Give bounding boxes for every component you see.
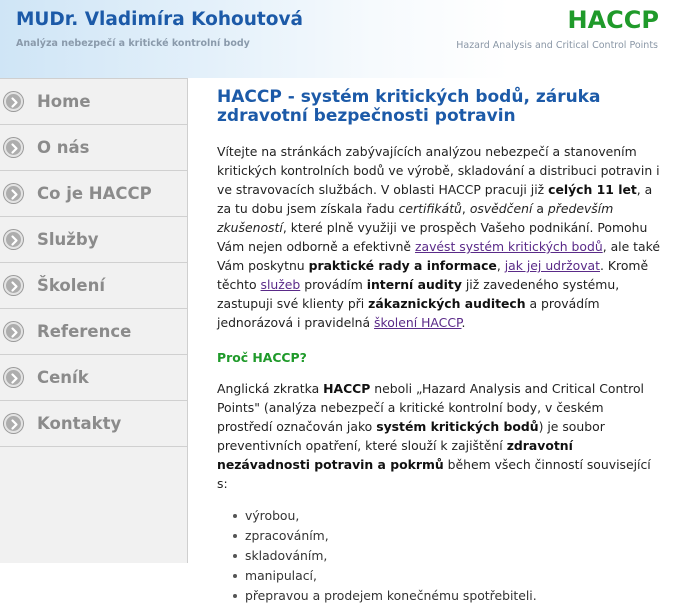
intro-italic: především zkušeností [217, 201, 614, 235]
why-text: během všech činností související s: [217, 457, 651, 491]
site-title[interactable]: MUDr. Vladimíra Kohoutová [16, 9, 304, 30]
nav-label: Reference [37, 322, 132, 341]
list-item: přepravou a prodejem konečnému spotřebiteli. [245, 586, 662, 606]
link-jak-udrzovat[interactable]: jak jej udržovat [504, 258, 600, 273]
intro-text: , [496, 258, 505, 273]
nav-item-skoleni[interactable] [0, 263, 187, 309]
nav-label: Home [37, 92, 91, 111]
brand-logo-text: HACCP [567, 6, 659, 34]
chevron-right-circle-icon [4, 368, 23, 387]
intro-text: . Kromě těchto [217, 258, 649, 292]
nav-label: Školení [37, 276, 105, 295]
link-skoleni-haccp[interactable]: školení HACCP [374, 315, 462, 330]
intro-text: , [461, 201, 470, 216]
list-item: skladováním, [245, 546, 662, 566]
nav-item-kontakty[interactable] [0, 401, 187, 447]
nav-item-o-nas[interactable] [0, 125, 187, 171]
intro-italic: osvědčení [469, 201, 533, 216]
intro-bold: interní audity [366, 277, 462, 292]
nav-item-co-je-haccp[interactable] [0, 171, 187, 217]
list-item: výrobou, [245, 506, 662, 526]
list-item: zpracováním, [245, 526, 662, 546]
intro-text: , které plně využiji ve prospěch Vašeho podnikání. Pomohu Vám nejen odborně a efektivně [217, 220, 648, 254]
link-sluzeb[interactable]: služeb [260, 277, 301, 292]
chevron-right-circle-icon [4, 322, 23, 341]
activities-list [245, 506, 662, 606]
nav-item-cenik[interactable] [0, 355, 187, 401]
why-text: neboli „Hazard Analysis and Critical Control Points" (analýza nebezpečí a kritické kontrolní body, v českém prostředí označován jako [217, 381, 644, 434]
intro-text: provádím [300, 277, 367, 292]
chevron-right-circle-icon [4, 138, 23, 157]
intro-text: , a za tu dobu jsem získala řadu [217, 182, 653, 216]
nav-label: Ceník [37, 368, 89, 387]
intro-bold: zákaznických auditech [368, 296, 526, 311]
site-subtitle: Analýza nebezpečí a kritické kontrolní body [16, 38, 250, 49]
nav-label: Kontakty [37, 414, 122, 433]
intro-text: . [461, 315, 466, 330]
why-text: ) je soubor preventivních opatření, které slouží k zajištění [217, 419, 605, 453]
main-content [217, 88, 662, 606]
intro-text: a provádím jednorázová i pravidelná [217, 296, 600, 330]
why-bold: HACCP [323, 381, 371, 396]
chevron-right-circle-icon [4, 414, 23, 433]
nav-label: Co je HACCP [37, 184, 152, 203]
list-item: manipulací, [245, 566, 662, 586]
why-bold: zdravotní nezávadnosti potravin a pokrmů [217, 438, 573, 472]
chevron-right-circle-icon [4, 184, 23, 203]
intro-paragraph [217, 142, 662, 332]
intro-text: , ale také Vám poskytnu [217, 239, 660, 273]
intro-text: již zavedeného systému, zastupuji své klienty při [217, 277, 620, 311]
nav-item-sluzby[interactable] [0, 217, 187, 263]
why-bold: systém kritických bodů [376, 419, 539, 434]
why-text: Anglická zkratka [217, 381, 324, 396]
chevron-right-circle-icon [4, 230, 23, 249]
intro-bold: praktické rady a informace [308, 258, 497, 273]
header [0, 0, 680, 78]
page-title: HACCP - systém kritických bodů, záruka zdravotní bezpečnosti potravin [217, 87, 601, 126]
brand-subtitle: Hazard Analysis and Critical Control Points [456, 40, 658, 51]
nav-item-home[interactable] [0, 79, 187, 125]
intro-text: Vítejte na stránkách zabývajících analýzou nebezpečí a stanovením kritických kontrolních bodů ve výrobě, skladování a distribuci potravin i ve stravovacích službách. V oblasti HACCP pracuji již [217, 144, 660, 197]
section-title-proc-haccp: Proč HACCP? [217, 350, 307, 365]
chevron-right-circle-icon [4, 276, 23, 295]
nav-item-reference[interactable] [0, 309, 187, 355]
link-zavest-system[interactable]: zavést systém kritických bodů [415, 239, 603, 254]
nav-label: Služby [37, 230, 99, 249]
why-paragraph [217, 379, 662, 493]
intro-bold: celých 11 let [548, 182, 637, 197]
intro-text: a [532, 201, 548, 216]
sidebar-nav [0, 78, 188, 563]
nav-label: O nás [37, 138, 90, 157]
intro-italic: certifikátů [398, 201, 462, 216]
chevron-right-circle-icon [4, 92, 23, 111]
